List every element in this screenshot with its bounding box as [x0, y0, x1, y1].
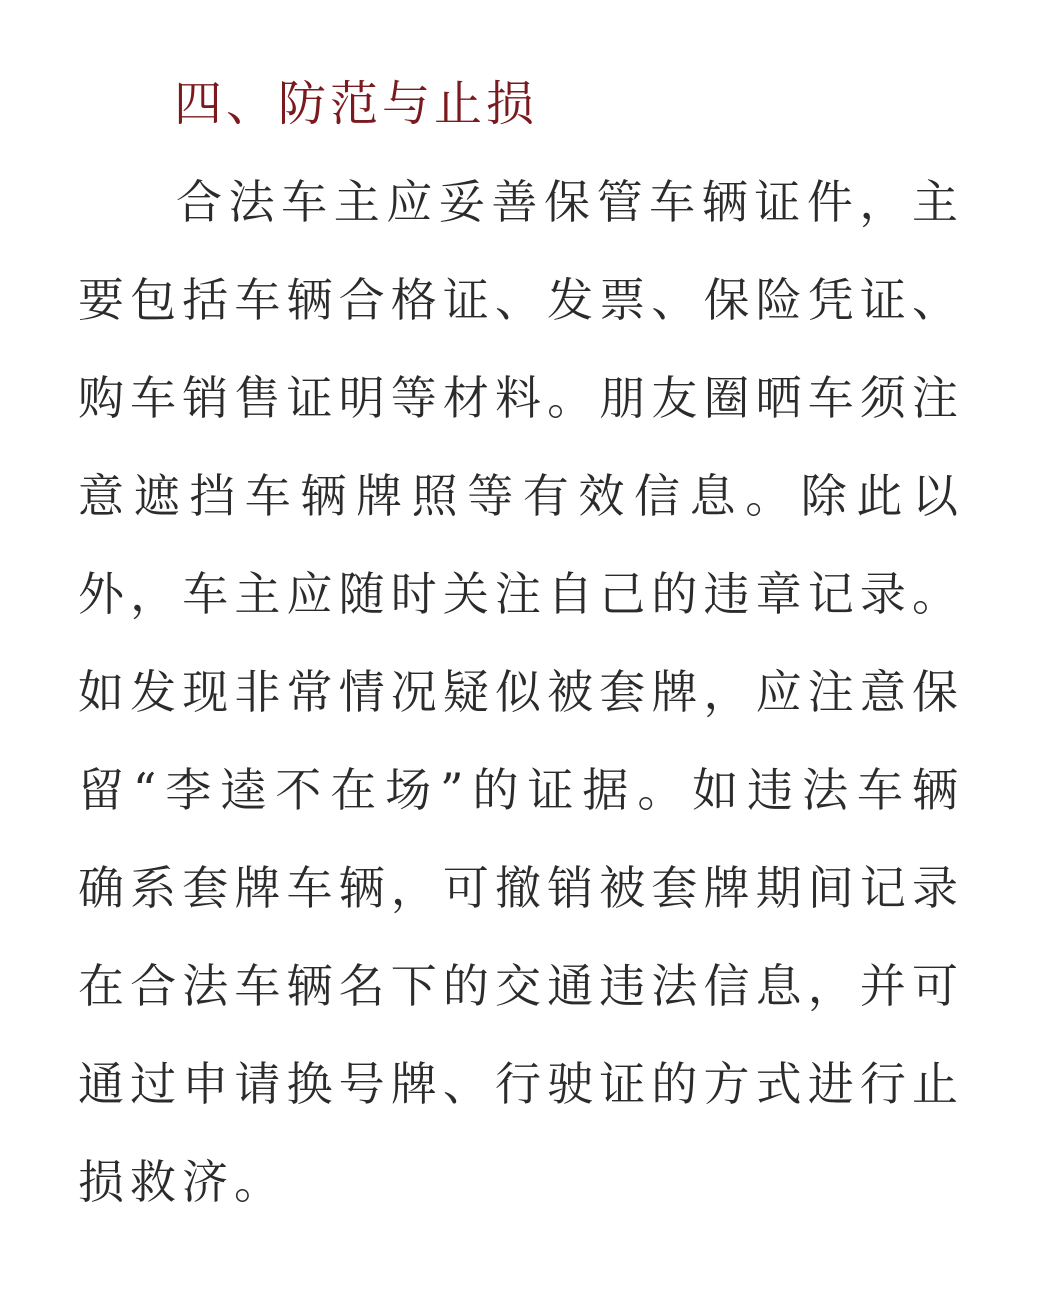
paragraph-line-6: 如发现非常情况疑似被套牌，应注意保	[78, 665, 958, 719]
paragraph-line-10: 通过申请换号牌、行驶证的方式进行止	[78, 1057, 958, 1111]
paragraph-line-1: 合法车主应妥善保管车辆证件，主	[176, 175, 958, 229]
paragraph-line-11: 损救济。	[78, 1155, 286, 1209]
paragraph-line-4: 意遮挡车辆牌照等有效信息。除此以	[78, 469, 958, 523]
paragraph-line-3: 购车销售证明等材料。朋友圈晒车须注	[78, 371, 958, 425]
paragraph-line-8: 确系套牌车辆，可撤销被套牌期间记录	[78, 861, 958, 915]
paragraph-line-5: 外，车主应随时关注自己的违章记录。	[78, 567, 958, 621]
paragraph-line-7: 留“李逵不在场”的证据。如违法车辆	[78, 763, 958, 817]
paragraph-line-9: 在合法车辆名下的交通违法信息，并可	[78, 959, 958, 1013]
section-heading: 四、防范与止损	[174, 76, 539, 132]
paragraph-line-2: 要包括车辆合格证、发票、保险凭证、	[78, 273, 958, 327]
